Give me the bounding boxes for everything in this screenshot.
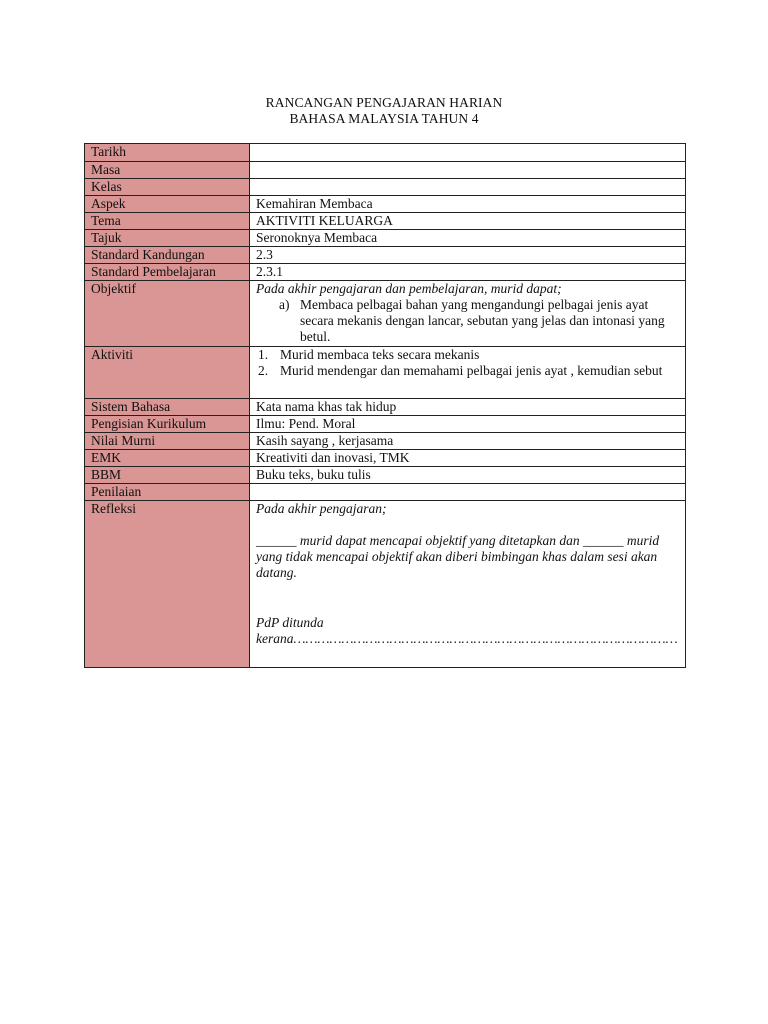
row-value: 2.3.1 <box>250 264 686 281</box>
document-title <box>0 95 768 127</box>
row-label: Aspek <box>85 196 250 213</box>
list-marker: 1. <box>258 347 269 362</box>
row-penilaian <box>85 484 686 501</box>
row-label: Refleksi <box>85 501 250 668</box>
row-value: Kemahiran Membaca <box>250 196 686 213</box>
row-aktiviti <box>85 347 686 399</box>
title-line-1: RANCANGAN PENGAJARAN HARIAN <box>265 95 503 110</box>
row-label: Tarikh <box>85 144 250 162</box>
row-value: Kreativiti dan inovasi, TMK <box>250 450 686 467</box>
refleksi-postponed: PdP ditunda <box>256 615 324 630</box>
row-value: Kasih sayang , kerjasama <box>250 433 686 450</box>
row-label: Objektif <box>85 281 250 347</box>
row-label: Masa <box>85 162 250 179</box>
row-label: BBM <box>85 467 250 484</box>
row-value: Ilmu: Pend. Moral <box>250 416 686 433</box>
row-value: Seronoknya Membaca <box>250 230 686 247</box>
list-marker: a) <box>279 297 290 312</box>
row-sistem-bahasa <box>85 399 686 416</box>
row-label: Penilaian <box>85 484 250 501</box>
row-value <box>250 484 686 501</box>
row-value <box>250 179 686 196</box>
row-nilai-murni <box>85 433 686 450</box>
row-value: Buku teks, buku tulis <box>250 467 686 484</box>
lesson-plan-table <box>84 143 686 668</box>
row-tarikh <box>85 144 686 162</box>
row-masa <box>85 162 686 179</box>
row-objektif <box>85 281 686 347</box>
row-value <box>250 281 686 347</box>
refleksi-reason: kerana…………………………………………………………………………………… <box>256 631 678 646</box>
row-label: Sistem Bahasa <box>85 399 250 416</box>
row-tema <box>85 213 686 230</box>
row-label: Standard Pembelajaran <box>85 264 250 281</box>
row-value <box>250 162 686 179</box>
row-value <box>250 347 686 399</box>
row-refleksi <box>85 501 686 668</box>
list-item-text: Membaca pelbagai bahan yang mengandungi pelbagai jenis ayat secara mekanis dengan lancar, sebutan yang jelas dan intonasi yang betul. <box>300 297 665 344</box>
list-marker: 2. <box>258 363 269 378</box>
list-item <box>258 363 679 379</box>
row-label: Pengisian Kurikulum <box>85 416 250 433</box>
refleksi-opening: Pada akhir pengajaran; <box>256 501 387 516</box>
row-value: Kata nama khas tak hidup <box>250 399 686 416</box>
row-standard-pembelajaran <box>85 264 686 281</box>
row-bbm <box>85 467 686 484</box>
list-item <box>258 347 679 363</box>
objektif-list <box>256 297 679 345</box>
row-label: Tajuk <box>85 230 250 247</box>
row-label: Aktiviti <box>85 347 250 399</box>
row-standard-kandungan <box>85 247 686 264</box>
row-label: Standard Kandungan <box>85 247 250 264</box>
row-pengisian-kurikulum <box>85 416 686 433</box>
aktiviti-list <box>256 347 679 379</box>
row-value: AKTIVITI KELUARGA <box>250 213 686 230</box>
row-label: Kelas <box>85 179 250 196</box>
row-label: Nilai Murni <box>85 433 250 450</box>
list-item-text: Murid mendengar dan memahami pelbagai jenis ayat , kemudian sebut <box>280 363 663 378</box>
row-kelas <box>85 179 686 196</box>
row-tajuk <box>85 230 686 247</box>
row-aspek <box>85 196 686 213</box>
list-item-text: Murid membaca teks secara mekanis <box>280 347 480 362</box>
row-value <box>250 501 686 668</box>
row-value <box>250 144 686 162</box>
refleksi-achievement: ______ murid dapat mencapai objektif yang ditetapkan dan ______ murid yang tidak mencapai objektif akan diberi bimbingan khas dalam sesi akan datang. <box>256 533 660 580</box>
row-value: 2.3 <box>250 247 686 264</box>
list-item <box>279 297 679 345</box>
objektif-intro: Pada akhir pengajaran dan pembelajaran, murid dapat; <box>256 281 562 296</box>
row-emk <box>85 450 686 467</box>
title-line-2: BAHASA MALAYSIA TAHUN 4 <box>289 111 479 126</box>
row-label: EMK <box>85 450 250 467</box>
row-label: Tema <box>85 213 250 230</box>
